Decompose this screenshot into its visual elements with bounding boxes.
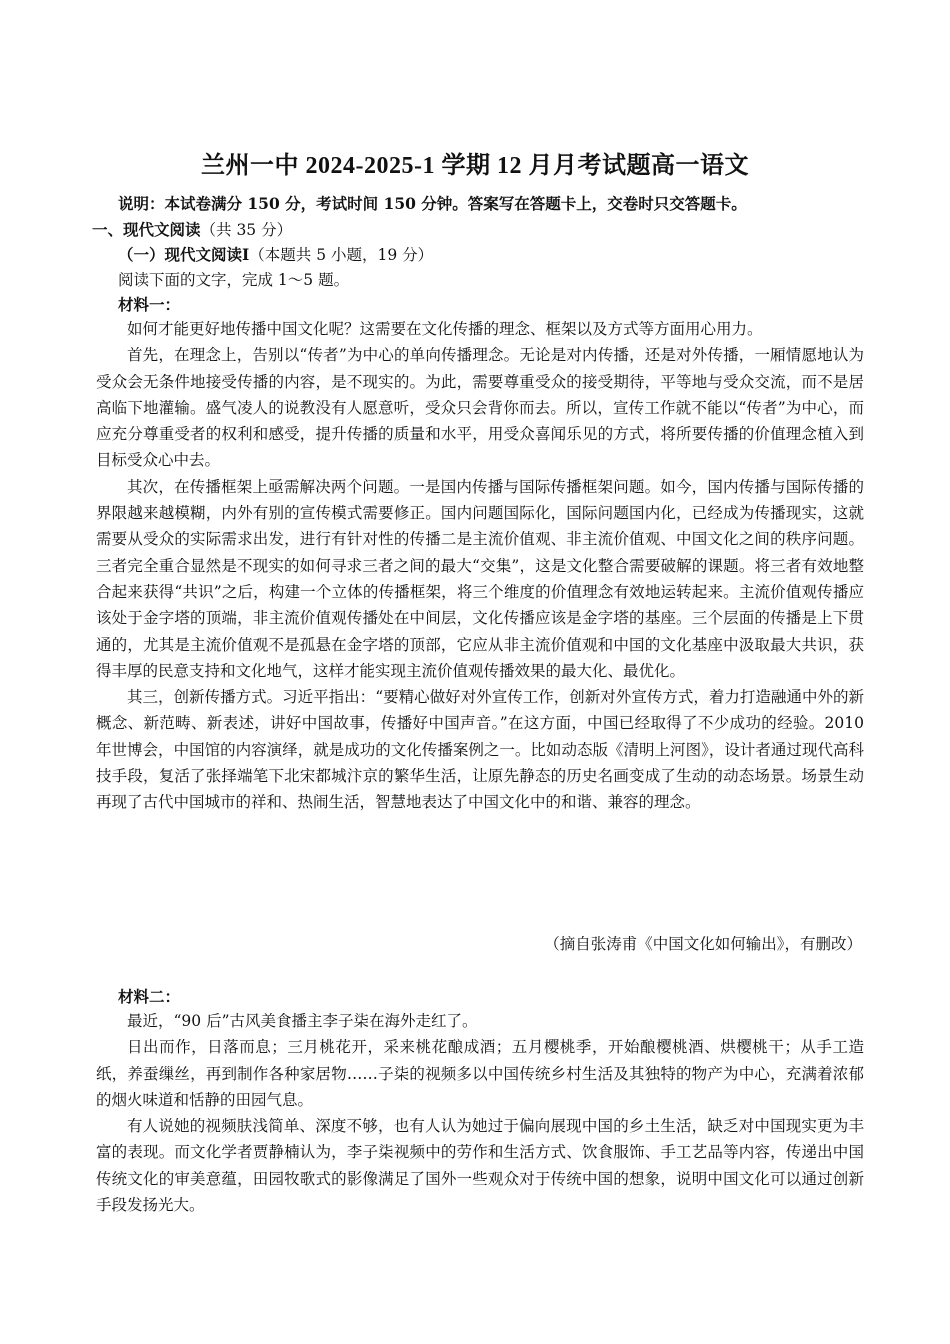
reading-instruction: 阅读下面的文字，完成 1～5 题。 bbox=[118, 271, 350, 289]
section-points: （共 35 分） bbox=[200, 221, 293, 239]
paragraph: 首先，在理念上，告别以“传者”为中心的单向传播理念。无论是对内传播，还是对外传播，一厢情愿地认为受众会无条件地接受传播的内容，是不现实的。为此，需要尊重受众的接受期待，平等地与受众交流，而不是居高临下地灌输。盛气凌人的说教没有人愿意听，受众只会背你而去。所以，宣传工作就不能以“传者”为中心，而应充分尊重受者的权利和感受，提升传播的质量和水平，用受众喜闻乐见的方式，将所要传播的价值理念植入到目标受众心中去。 bbox=[96, 346, 864, 470]
paragraph: 最近，“90 后”古风美食播主李子柒在海外走红了。 bbox=[127, 1012, 478, 1030]
page-title: 兰州一中 2024-2025-1 学期 12 月月考试题高一语文 bbox=[201, 153, 749, 179]
exam-instructions: 说明：本试卷满分 150 分，考试时间 150 分钟。答案写在答题卡上，交卷时只交答题卡。 bbox=[118, 194, 747, 213]
paragraph: 其次，在传播框架上亟需解决两个问题。一是国内传播与国际传播框架问题。如今，国内传播与国际传播的界限越来越模糊，内外有别的宣传模式需要修正。国内问题国际化，国际问题国内化，已经成为传播现实，这就需要从受众的实际需求出发，进行有针对性的传播二是主流价值观、非主流价值观、中国文化之间的秩序问题。三者完全重合显然是不现实的如何寻求三者之间的最大“交集”，这是文化整合需要破解的课题。将三者有效地整合起来获得“共识”之后，构建一个立体的传播框架，将三个维度的价值理念有效地运转起来。主流价值观传播应该处于金字塔的顶端，非主流价值观传播处在中间层，文化传播应该是金字塔的基座。三个层面的传播是上下贯通的，尤其是主流价值观不是孤悬在金字塔的顶部，它应从非主流价值观和中国的文化基座中汲取最大共识，获得丰厚的民意支持和文化地气，这样才能实现主流价值观传播效果的最大化、最优化。 bbox=[96, 477, 864, 680]
paragraph: 有人说她的视频肤浅简单、深度不够，也有人认为她过于偏向展现中国的乡土生活，缺乏对中国现实更为丰富的表现。而文化学者贾静楠认为，李子柒视频中的劳作和生活方式、饮食服饰、手工艺品等内容，传递出中国传统文化的审美意蕴，田园牧歌式的影像满足了国外一些观众对于传统中国的想象，说明中国文化可以通过创新手段发扬光大。 bbox=[96, 1117, 864, 1215]
section-title: 一、现代文阅读 bbox=[92, 220, 201, 239]
material-one-source: （摘自张涛甫《中国文化如何输出》，有删改） bbox=[544, 935, 862, 953]
subsection-heading bbox=[118, 243, 433, 265]
material-one-label: 材料一： bbox=[118, 295, 181, 314]
material-two-label: 材料二： bbox=[118, 987, 181, 1006]
paragraph: 其三，创新传播方式。习近平指出：“要精心做好对外宣传工作，创新对外宣传方式，着力打造融通中外的新概念、新范畴、新表述，讲好中国故事，传播好中国声音。”在这方面，中国已经取得了不少成功的经验。2010 年世博会，中国馆的内容演绎，就是成功的文化传播案例之一。比如动态版《清明上河图》，设计者通过现代高科技手段，复活了张择端笔下北宋都城汴京的繁华生活，让原先静态的历史名画变成了生动的动态场景。场景生动再现了古代中国城市的祥和、热闹生活，智慧地表达了中国文化中的和谐、兼容的理念。 bbox=[96, 688, 864, 812]
material-one-body bbox=[96, 316, 864, 816]
paragraph: 日出而作，日落而息；三月桃花开，采来桃花酿成酒；五月樱桃季，开始酿樱桃酒、烘樱桃干；从手工造纸，养蚕缫丝，再到制作各种家居物……子柒的视频多以中国传统乡村生活及其独特的物产为中心，充满着浓郁的烟火味道和恬静的田园气息。 bbox=[96, 1038, 864, 1109]
subsection-title: （一）现代文阅读Ⅰ bbox=[118, 245, 250, 264]
material-two-body bbox=[96, 1008, 864, 1218]
subsection-points: （本题共 5 小题，19 分） bbox=[249, 246, 434, 264]
paragraph: 如何才能更好地传播中国文化呢？这需要在文化传播的理念、框架以及方式等方面用心用力。 bbox=[127, 320, 763, 338]
section-heading bbox=[92, 218, 292, 240]
